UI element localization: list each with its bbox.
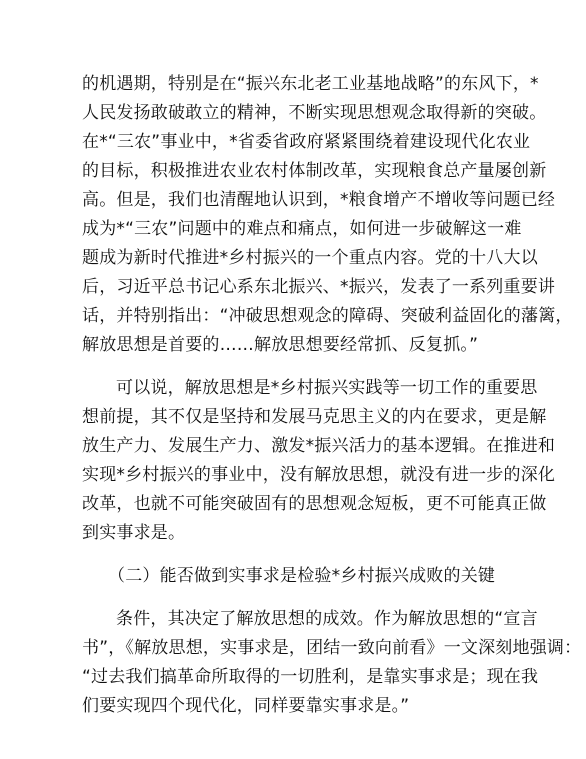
body-text-line: 的目标，积极推进农业农村体制改革，实现粮食总产量屡创新 <box>82 161 547 181</box>
body-text-line: 在*“三农”事业中，*省委省政府紧紧围绕着建设现代化农业 <box>82 132 531 152</box>
body-text-line: 实现*乡村振兴的事业中，没有解放思想，就没有进一步的深化 <box>82 465 556 485</box>
body-text-line: 放生产力、发展生产力、激发*振兴活力的基本逻辑。在推进和 <box>82 436 556 456</box>
body-text-line: 人民发扬敢破敢立的精神，不断实现思想观念取得新的突破。 <box>82 103 547 123</box>
body-text-line: 后，习近平总书记心系东北振兴、*振兴，发表了一系列重要讲 <box>82 277 556 297</box>
body-text-line: 们要实现四个现代化，同样要靠实事求是。” <box>82 696 410 716</box>
body-text-line: 解放思想是首要的……解放思想要经常抓、反复抓。” <box>82 335 479 355</box>
body-text-line: 到实事求是。 <box>82 523 186 543</box>
body-text-line: 成为*“三农”问题中的难点和痛点，如何进一步破解这一难 <box>82 219 522 239</box>
paragraph-first-line: 可以说，解放思想是*乡村振兴实践等一切工作的重要思 <box>116 378 538 398</box>
body-text-line: “过去我们搞革命所取得的一切胜利，是靠实事求是；现在我 <box>82 667 539 687</box>
body-text-line: 话，并特别指出：“冲破思想观念的障碍、突破利益固化的藩篱， <box>82 306 573 326</box>
body-text-line: 高。但是，我们也清醒地认识到，*粮食增产不增收等问题已经 <box>82 190 556 210</box>
body-text-line: 题成为新时代推进*乡村振兴的一个重点内容。党的十八大以 <box>82 248 538 268</box>
body-text-line: 书”，《解放思想，实事求是，团结一致向前看》一文深刻地强调： <box>82 638 582 658</box>
body-text-line: 改革，也就不可能突破固有的思想观念短板，更不可能真正做 <box>82 494 547 514</box>
body-text-line: 想前提，其不仅是坚持和发展马克思主义的内在要求，更是解 <box>82 407 547 427</box>
paragraph-first-line: 条件，其决定了解放思想的成效。作为解放思想的“宣言 <box>116 609 538 629</box>
body-text-line: 的机遇期，特别是在“振兴东北老工业基地战略”的东风下，* <box>82 74 539 94</box>
section-heading: （二）能否做到实事求是检验*乡村振兴成败的关键 <box>108 566 496 586</box>
